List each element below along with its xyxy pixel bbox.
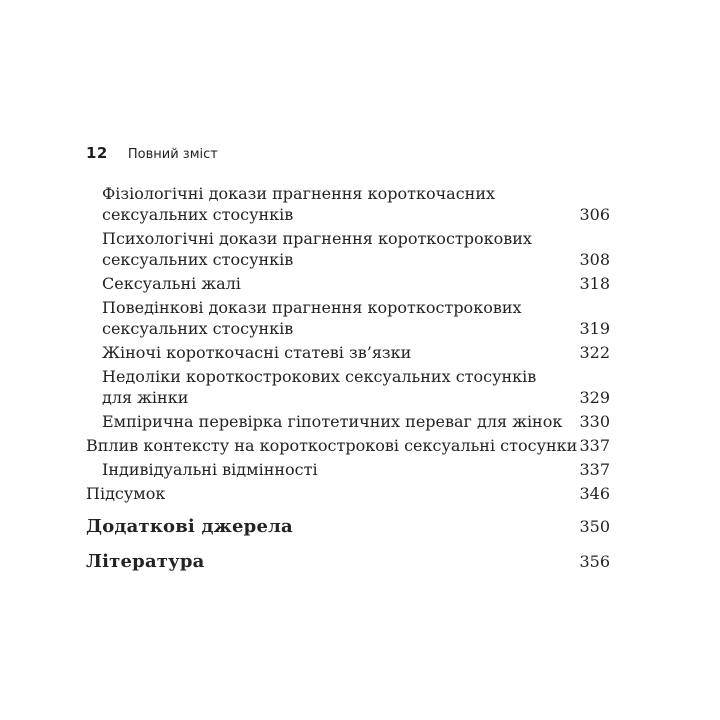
toc-list [86,183,610,577]
toc-entry [86,435,610,456]
toc-entry-line: Література [86,551,205,572]
toc-entry-label [86,366,560,408]
toc-page-number: 308 [579,250,610,269]
toc-entry [86,550,610,574]
toc-entry-line: Сексуальні жалі [102,274,241,293]
toc-entry [86,459,610,480]
toc-entry-line: сексуальних стосунків [102,319,294,338]
toc-entry-label [86,411,563,432]
toc-page-number: 318 [579,274,610,293]
toc-entry-line: Недоліки короткострокових сексуальних стосунків [102,367,537,386]
toc-entry-label [86,483,560,504]
toc-entry-line: Індивідуальні відмінності [102,460,318,479]
toc-entry-line: Фізіологічні докази прагнення короткочасних [102,184,496,203]
toc-page-number: 329 [579,388,610,407]
toc-entry-label [86,515,560,539]
toc-entry-label [86,550,560,574]
toc-page-number: 356 [579,552,610,571]
toc-page-number: 322 [579,343,610,362]
toc-entry-label [86,228,560,270]
toc-entry-line: Додаткові джерела [86,516,293,537]
header-page-number: 12 [86,144,108,162]
toc-entry-label [86,459,560,480]
toc-entry-line: для жінки [102,388,189,407]
toc-page-number: 319 [579,319,610,338]
toc-page-number: 306 [579,205,610,224]
toc-entry [86,183,610,225]
toc-entry [86,515,610,539]
toc-entry-label [86,183,560,225]
toc-entry [86,342,610,363]
toc-page-number: 337 [579,436,610,455]
toc-entry [86,483,610,504]
toc-entry-line: Підсумок [86,484,166,503]
toc-entry-label [86,435,578,456]
toc-entry-label [86,342,560,363]
toc-entry-label [86,297,560,339]
toc-entry-line: Вплив контексту на короткострокові сексуальні стосунки [86,436,578,455]
toc-page-number: 350 [579,517,610,536]
toc-page-number: 330 [579,412,610,431]
toc-entry-line: Психологічні докази прагнення короткострокових [102,229,532,248]
header-running-title: Повний зміст [127,147,218,162]
toc-entry [86,411,610,432]
toc-entry [86,297,610,339]
toc-page-number: 337 [579,460,610,479]
toc-entry [86,273,610,294]
toc-page-number: 346 [579,484,610,503]
toc-entry-label [86,273,560,294]
toc-entry [86,366,610,408]
toc-entry-line: Емпірична перевірка гіпотетичних переваг для жінок [102,412,563,431]
page-header [86,144,218,162]
toc-entry-line: Поведінкові докази прагнення короткострокових [102,298,522,317]
toc-entry-line: сексуальних стосунків [102,250,294,269]
toc-entry-line: сексуальних стосунків [102,205,294,224]
toc-entry-line: Жіночі короткочасні статеві зв’язки [102,343,412,362]
toc-entry [86,228,610,270]
